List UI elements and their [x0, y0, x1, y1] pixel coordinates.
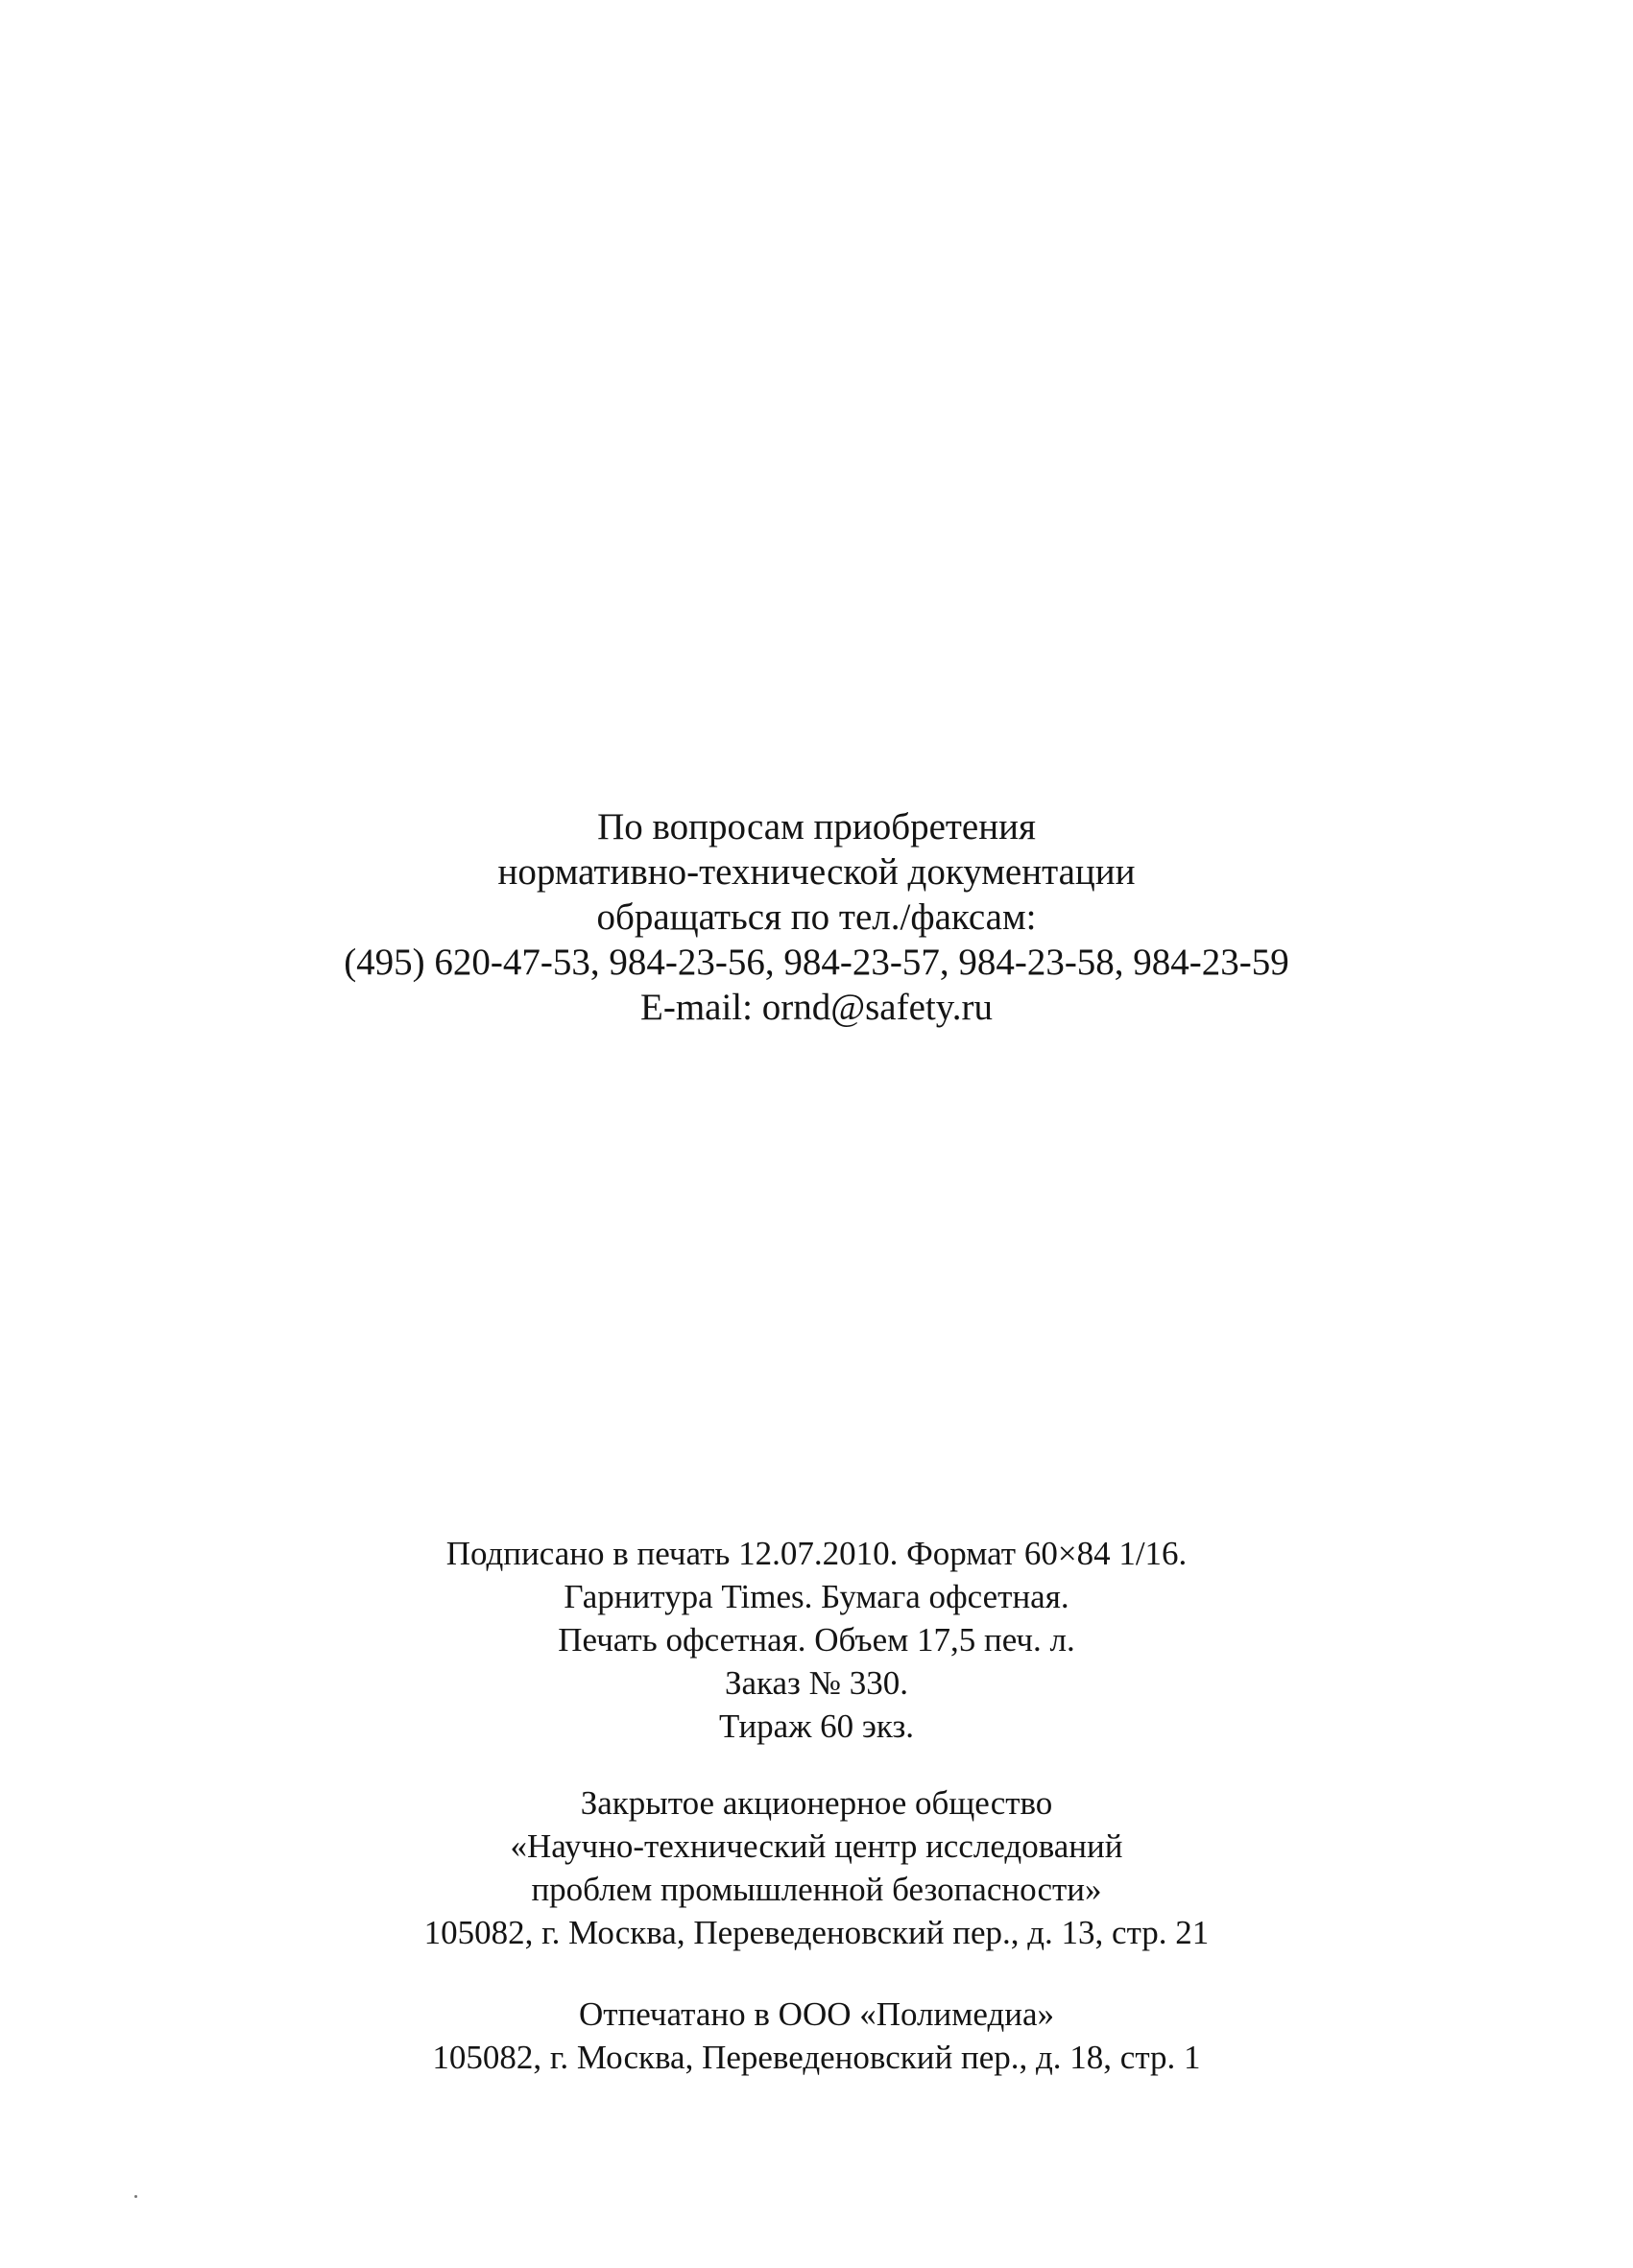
contact-phone-numbers: (495) 620-47-53, 984-23-56, 984-23-57, 984-23-58, 984-23-59 [344, 942, 1289, 983]
imprint-signed-format: Подписано в печать 12.07.2010. Формат 60×84 1/16. [445, 1535, 1188, 1572]
imprint-typeface-paper: Гарнитура Times. Бумага офсетная. [564, 1578, 1069, 1615]
contact-info [0, 804, 1633, 1030]
publisher-name-line1: «Научно-технический центр исследований [510, 1827, 1123, 1865]
contact-line-phone-intro: обращаться по тел./факсам: [596, 896, 1037, 938]
publisher-company-type: Закрытое акционерное общество [580, 1784, 1053, 1822]
imprint-order-number: Заказ № 330. [724, 1664, 909, 1702]
printer-info [0, 1993, 1633, 2079]
imprint-print-volume: Печать офсетная. Объем 17,5 печ. л. [558, 1621, 1075, 1659]
publisher-name-line2: проблем промышленной безопасности» [531, 1871, 1102, 1908]
scan-speck [134, 2195, 137, 2198]
print-imprint [0, 1532, 1633, 1748]
imprint-circulation: Тираж 60 экз. [718, 1707, 915, 1745]
publisher-info [0, 1781, 1633, 1954]
publisher-address: 105082, г. Москва, Переведеновский пер., д. 13, стр. 21 [423, 1914, 1210, 1951]
contact-email: E-mail: ornd@safety.ru [640, 987, 993, 1028]
contact-line-documentation: нормативно-технической документации [497, 851, 1136, 893]
contact-line-purchase: По вопросам приобретения [597, 806, 1036, 848]
printer-name: Отпечатано в ООО «Полимедиа» [578, 1995, 1055, 2033]
printer-address: 105082, г. Москва, Переведеновский пер., д. 18, стр. 1 [432, 2039, 1201, 2076]
